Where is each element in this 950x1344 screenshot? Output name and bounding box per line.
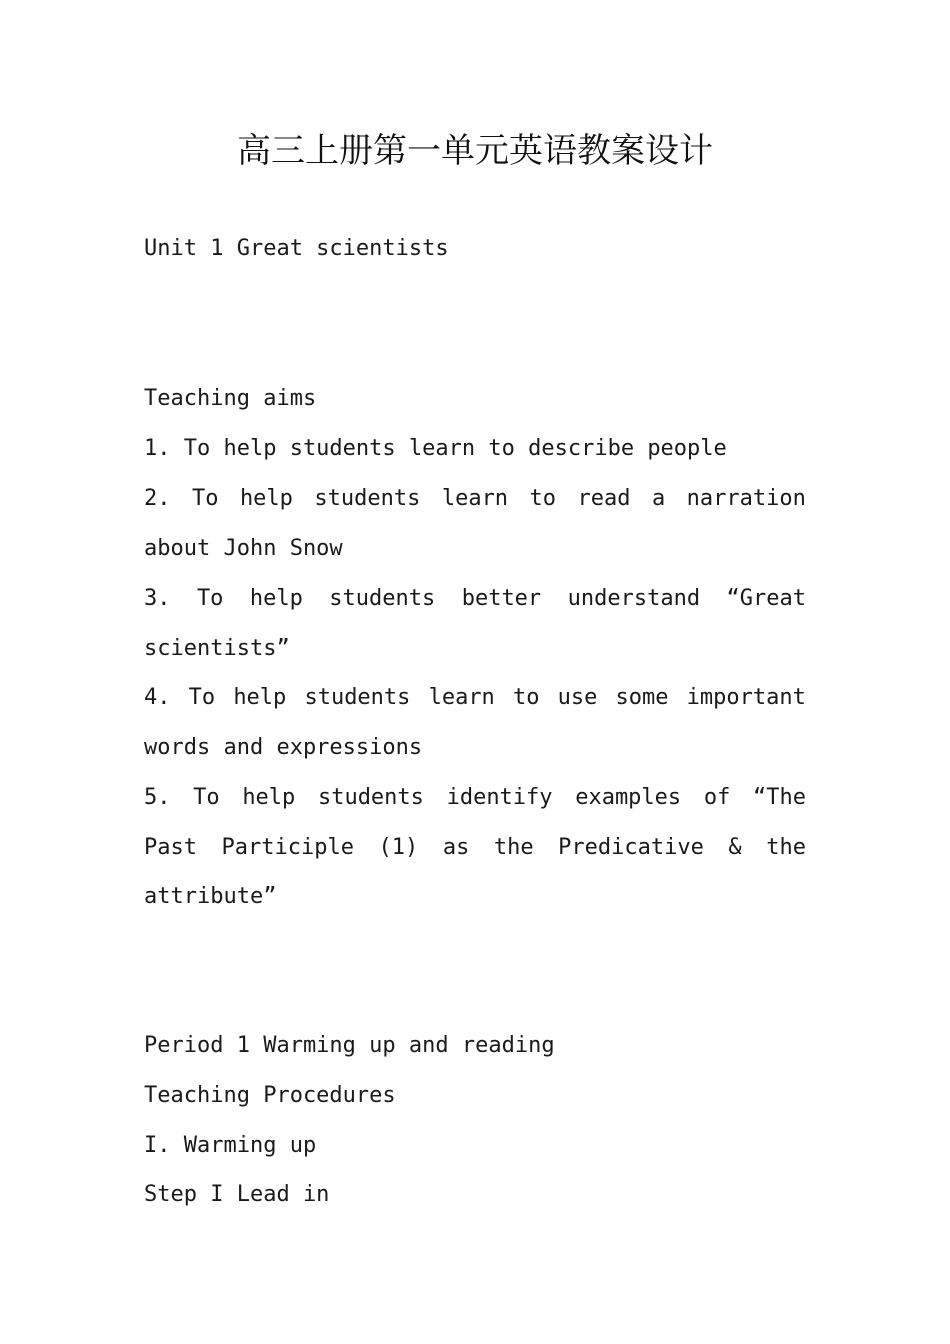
aim-5-word: as (442, 834, 470, 860)
aim-3-word: To (196, 586, 224, 611)
unit-title: Unit 1 Great scientists (144, 236, 449, 261)
aim-2-word: help (239, 486, 293, 511)
aim-3 (144, 574, 806, 673)
aim-3-word: better (461, 586, 542, 611)
aim-3-word: “Great (726, 586, 806, 611)
aim-5 (144, 773, 806, 922)
aim-2-word: read (577, 486, 631, 511)
aim-5-word: & (728, 834, 742, 860)
aim-5-word: 5. (144, 785, 171, 810)
aim-3-word: help (249, 586, 303, 611)
aim-4-word: learn (428, 685, 495, 710)
aim-5-word: the (766, 834, 806, 860)
aim-5-word: “The (752, 785, 806, 810)
aim-2-word: to (529, 486, 557, 511)
aim-5-word: Past (144, 834, 197, 860)
aim-4-word: use (557, 685, 598, 710)
aim-5-word: (1) (378, 834, 419, 860)
aim-4-word: To (188, 685, 216, 710)
aim-5-word: Participle (221, 834, 354, 860)
aim-5-line-3: attribute” (144, 884, 277, 910)
section-warming-up: I. Warming up (144, 1133, 317, 1158)
aim-3-line-1 (144, 574, 806, 624)
aim-5-word: identify (446, 785, 553, 810)
aim-5-line-1 (144, 773, 806, 823)
aim-4-word: students (304, 685, 411, 710)
aim-1 (144, 424, 806, 474)
aim-3-word: understand (567, 586, 701, 611)
aim-2-word: learn (441, 486, 509, 511)
aim-3-word: 3. (144, 586, 171, 611)
aim-5-word: of (703, 785, 731, 810)
aim-2-word: narration (686, 486, 806, 511)
aim-5-word: examples (575, 785, 682, 810)
aim-5-word: students (317, 785, 424, 810)
aim-4-line-1 (144, 673, 806, 723)
aim-2-word: 2. (144, 486, 171, 511)
aim-5-word: To (193, 785, 220, 810)
aim-3-word: students (329, 586, 436, 611)
aim-5-word: help (242, 785, 296, 810)
document-title: 高三上册第一单元英语教案设计 (237, 131, 713, 171)
aim-2 (144, 474, 806, 573)
aim-5-line-2 (144, 823, 806, 873)
aim-2-line-2: about John Snow (144, 535, 343, 561)
aim-1-line: 1. To help students learn to describe people (144, 436, 727, 461)
aim-4-word: to (512, 685, 540, 710)
aim-2-word: a (651, 486, 666, 511)
aim-2-word: students (314, 486, 421, 511)
aim-4-word: some (615, 685, 669, 710)
aim-5-word: the (493, 834, 534, 860)
step-lead-in: Step I Lead in (144, 1182, 330, 1207)
teaching-aims-heading: Teaching aims (144, 386, 317, 411)
aim-2-line-1 (144, 474, 806, 524)
aim-5-word: Predicative (558, 834, 704, 860)
aim-2-word: To (191, 486, 219, 511)
aim-4-word: help (233, 685, 287, 710)
aim-4-line-2: words and expressions (144, 734, 423, 760)
procedures-heading: Teaching Procedures (144, 1083, 396, 1108)
aim-4-word: important (686, 685, 806, 710)
aim-3-line-2: scientists” (144, 635, 290, 661)
period-heading: Period 1 Warming up and reading (144, 1033, 555, 1058)
aim-4 (144, 673, 806, 772)
aim-4-word: 4. (144, 685, 171, 710)
